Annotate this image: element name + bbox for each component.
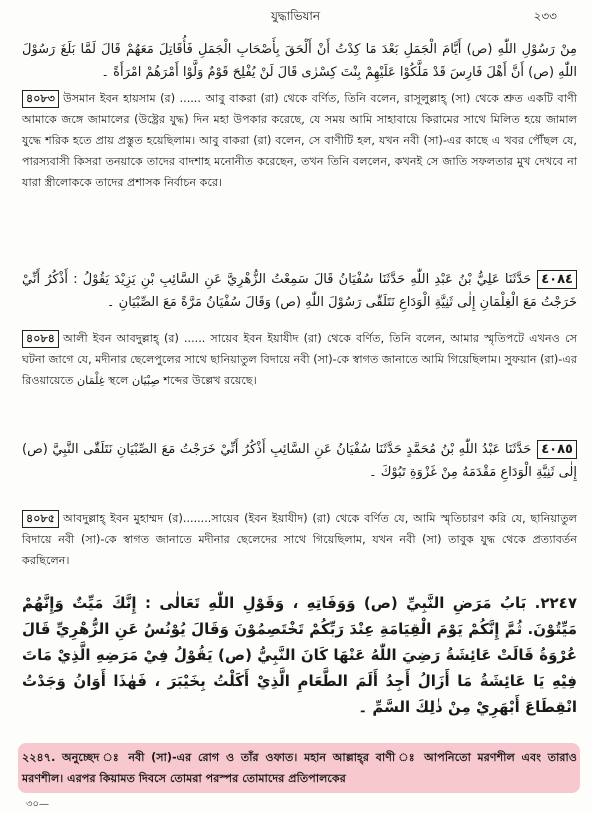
hadith-4084-bangla (22, 328, 577, 391)
running-title: যুদ্ধাভিযান (270, 9, 321, 23)
hadith-4085-arabic-text: حَدَّثَنَا عَبْدُ اللّٰهِ بْنُ مُحَمَّدٍ حَدَّثَنَا سُفْيَانُ عَنِ السَّائِبِ أَذْكُرُ أَنِّيْ خَرَجْتُ مَعَ الصِّبْيَانِ نَتَلَقّٰى النَّبِيَّ (ص) إِلٰى ثَنِيَّةِ الْوَدَاعِ مَقْدَمَهُ مِنْ غَزْوَةِ تَبُوْكَ ۔ (22, 442, 577, 480)
hadith-4084-arabic-text: حَدَّثَنَا عَلِيُّ بْنُ عَبْدِ اللّٰهِ حَدَّثَنَا سُفْيَانُ قَالَ سَمِعْتُ الزُّهْرِيَّ عَنِ السَّائِبِ بْنِ يَزِيْدَ يَقُوْلُ : أَذْكُرُ أَنِّيْ خَرَجْتُ مَعَ الْغِلْمَانِ إِلٰى ثَنِيَّةِ الْوَدَاعِ نَتَلَقّٰى رَسُوْلَ اللّٰهِ (ص) وَقَالَ سُفْيَانُ مَرَّةً مَعَ الصِّبْيَانِ ۔ (22, 272, 577, 310)
chapter-2247-bangla: ২২৪৭. অনুচ্ছেদ ঃ নবী (সা)-এর রোগ ও তাঁর ওফাত। মহান আল্লাহ্‌র বাণী ঃ আপনিতো মরণশীল এবং তারাও মরণশীল। এরপর কিয়ামত দিবসে তোমরা পরস্পর তোমাদের প্রতিপালকের (22, 751, 577, 785)
page-number: ২৩৩ (533, 9, 557, 23)
hadith-4085-bangla (22, 508, 577, 571)
footer-signature: ৩০— (26, 799, 50, 810)
hadith-number-4084: ৪০৮৪ (22, 330, 59, 348)
hadith-number-4085: ৪০৮৫ (22, 510, 59, 528)
hadith-4083-arabic: مِنْ رَسُوْلِ اللّٰهِ (ص) أَيَّامَ الْجَمَلِ بَعْدَ مَا كِدْتُ أَنْ أَلْحَقَ بِأَصْحَابِ الْجَمَلِ فَأُقَاتِلَ مَعَهُمْ قَالَ لَمَّا بَلَغَ رَسُوْلَ اللّٰهِ (ص) أَنَّ أَهْلَ فَارِسَ قَدْ مَلَّكُوْا عَلَيْهِمْ بِنْتَ كِسْرٰى قَالَ لَنْ يُفْلِحَ قَوْمٌ وَلَّوْا أَمْرَهُمْ امْرَأَةً ۔ (22, 42, 577, 80)
hadith-4085-text: আবদুল্লাহ্‌ ইবন মুহাম্মদ (র)........সায়েব (ইবন ইয়াযীদ) (রা) থেকে বর্ণিত যে, আমি স্মৃতিচারণ করি যে, ছানিয়াতুল বিদায়ে নবী (সা)-কে স্বাগত জানাতে মদীনার ছেলেদের সাথে গিয়েছিলাম, যখন নবী (সা) তাবুক যুদ্ধ থেকে প্রত্যাবর্তন করছিলেন। (22, 512, 577, 567)
chapter-2247-arabic: ٢٢٤٧. بَابُ مَرَضِ النَّبِيِّ (ص) وَوَفَاتِهِ ، وَقَوْلِ اللّٰهِ تَعَالٰى : إِنَّكَ مَيِّتٌ وَإِنَّهُمْ مَيِّتُوْنَ. ثُمَّ إِنَّكُمْ يَوْمَ الْقِيَامَةِ عِنْدَ رَبِّكُمْ تَخْتَصِمُوْنَ وَقَالَ يُوْنُسُ عَنِ الزُّهْرِيِّ قَالَ عُرْوَةُ قَالَتْ عَائِشَةُ رَضِيَ اللّٰهُ عَنْهَا كَانَ النَّبِيُّ (ص) يَقُوْلُ فِيْ مَرَضِهِ الَّذِيْ مَاتَ فِيْهِ يَا عَائِشَةُ مَا أَزَالُ أَجِدُ أَلَمَ الطَّعَامِ الَّذِيْ أَكَلْتُ بِخَيْبَرَ ، فَهٰذَا أَوَانُ وَجَدْتُ انْقِطَاعَ أَبْهَرِيْ مِنْ ذٰلِكَ السَّمِّ ۔ (22, 594, 577, 716)
hadith-4084-text: আলী ইবন আবদুল্লাহ্‌ (র) ...... সায়েব ইবন ইয়াযীদ (রা) থেকে বর্ণিত, তিনি বলেন, আমার স্মৃতিপটে এখনও সে ঘটনা জাগে যে, মদীনার ছেলেপুলের সাথে ছানিয়াতুল বিদায়ে নবী (সা)-কে স্বাগত জানাতে আমি গিয়েছিলাম। সুফয়ান (রা)-এর রিওয়ায়েতে غِلْمَان স্থলে صِبْيَان শব্দের উল্লেখ রয়েছে। (22, 332, 577, 387)
hadith-4083-text: উসমান ইবন হায়সাম (র) ...... আবু বাকরা (রা) থেকে বর্ণিত, তিনি বলেন, রাসূলুল্লাহ্‌ (সা) থেকে শ্রুত একটি বাণী আমাকে জঙ্গে জামালের (উষ্ট্রের যুদ্ধ) দিন মহা উপকার করেছে, যে সময় আমি সাহাবায়ে কিরামের সাথে মিলিত হয়ে জামাল যুদ্ধে শরিক হতে প্রায় প্রস্তুত হয়েছিলাম। আবু বাকরা (রা) বলেন, সে বাণীটি হল, যখন নবী (সা)-এর কাছে এ খবর পৌঁছল যে, পারস্যবাসী কিসরা তনয়াকে তাদের বাদশাহ মনোনীত করেছেন, তখন তিনি বললেন, কখনই সে জাতি সফলতার মুখ দেখবে না যারা স্ত্রীলোককে তাদের প্রশাসক নির্বাচন করে। (22, 92, 577, 189)
arabic-number-4085: ٤٠٨٥ (537, 440, 577, 459)
hadith-number-4083: ৪০৮৩ (22, 90, 59, 108)
arabic-number-4084: ٤٠٨٤ (537, 270, 577, 289)
hadith-4085-arabic (22, 438, 577, 484)
hadith-4083-bangla (22, 88, 577, 193)
hadith-4084-arabic (22, 268, 577, 314)
